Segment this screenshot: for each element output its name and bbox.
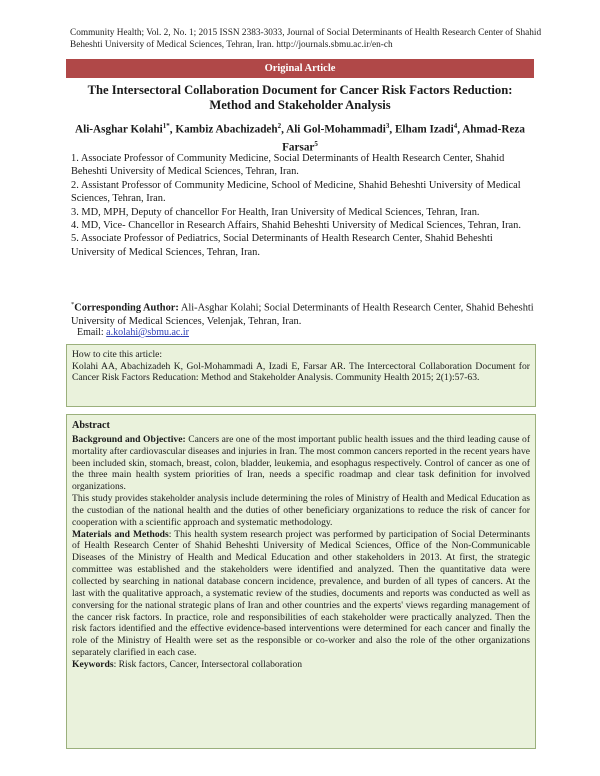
- affiliation-list: [71, 152, 535, 259]
- author-separator: ,: [169, 123, 176, 136]
- affiliation-item: 2. Assistant Professor of Community Medicine, School of Medicine, Shahid Beheshti University of Medical Sciences, Tehran, Iran.: [71, 179, 521, 205]
- affiliation-item: 1. Associate Professor of Community Medicine, Social Determinants of Health Research Center, Shahid Beheshti University of Medical Sciences, Tehran, Iran.: [71, 153, 505, 178]
- email-line: [77, 327, 189, 339]
- abstract-box: [66, 414, 536, 749]
- article-type-banner: Original Article: [66, 59, 534, 78]
- background-text: Cancers are one of the most important public health issues and the third leading cause of mortality after cardiovascular diseases and injuries in Iran. The most common cancers reported in the recent years have been included skin, stomach, breast, colon, bladder, leukemia, and esophagus respectively. Control of cancer as one of the three main health system priorities of Iran, needs a specific roadmap and clear task definition for involved organizations.: [72, 433, 531, 493]
- abstract-keywords: [72, 659, 530, 671]
- abstract-methods: [72, 529, 530, 659]
- corresponding-author: [71, 298, 535, 328]
- email-label: Email:: [77, 327, 107, 338]
- corresponding-mark: *: [71, 301, 75, 308]
- citation-heading: How to cite this article:: [72, 349, 163, 360]
- author-affiliation-mark: 2: [277, 122, 282, 130]
- methods-text: : This health system research project was performed by participation of Social Determinants of Health Research Center of Shahid Beheshti University of Medical Sciences, Office of the Non-Communicable Diseases of the Ministry of Health and Medical Education and other stakeholders in 2013. At first, the strategic committee was established and the stakeholders were identified and analyzed. Then the quantitative data were collected by searching in national database concern incidence, prevalence, and burden of all types of cancers. At the last with the qualitative approach, a systematic review of the studies, documents and reports was conducted as well as conversing for the national strategic plans of Iran and other countries and the experts' views regarding management of the cancer risk factors. In practice, role and responsibilities of each stakeholder were practically analyzed. Then the risk factors identified and the effective evidence-based interventions were determined for each cancer and finally the role of the Ministry of Health were set as the responsible or co-worker and also the role of the other organizations separately clarified in each case.: [72, 528, 530, 659]
- keywords-text: : Risk factors, Cancer, Intersectoral collaboration: [113, 658, 303, 670]
- corresponding-label: Corresponding Author:: [74, 302, 179, 314]
- author-name: Ali Gol-Mohammadi: [286, 123, 386, 136]
- email-link[interactable]: a.kolahi@sbmu.ac.ir: [106, 327, 189, 338]
- author-separator: ,: [281, 123, 287, 136]
- author-affiliation-mark: 1*: [162, 122, 170, 130]
- journal-header: Community Health; Vol. 2, No. 1; 2015 ISSN 2383-3033, Journal of Social Determinants of Health Research Center of Shahid Beheshti University of Medical Sciences, Tehran, Iran. http://journals.sbmu.ac.ir/en-ch: [70, 28, 542, 50]
- author-affiliation-mark: 4: [453, 122, 458, 130]
- affiliation-item: 4. MD, Vice- Chancellor in Research Affairs, Shahid Beheshti University of Medical Sciences, Tehran, Iran.: [71, 220, 521, 232]
- methods-label: Materials and Methods: [72, 528, 169, 540]
- abstract-background: [72, 434, 530, 493]
- abstract-background-2: This study provides stakeholder analysis include determining the roles of Ministry of Health and Medical Education as the custodian of the national health and the duties of other beneficiary organizations to reduce the risk of cancer for cooperation with a scientific approach and systematic methodology.: [72, 493, 530, 528]
- citation-text: Kolahi AA, Abachizadeh K, Gol-Mohammadi A, Izadi E, Farsar AR. The Intercectoral Collaboration Document for Cancer Risk Factors Reducation: Method and Stakeholder Analysis. Community Health 2015; 2(1):57-63.: [72, 360, 530, 384]
- author-name: Ahmad-Reza Farsar: [282, 123, 525, 154]
- author-separator: ,: [457, 123, 463, 136]
- article-title: The Intersectoral Collaboration Document for Cancer Risk Factors Reduction: Method and Stakeholder Analysis: [87, 83, 513, 112]
- citation-box: [66, 344, 536, 407]
- corresponding-text: Ali-Asghar Kolahi; Social Determinants of Health Research Center, Shahid Beheshti University of Medical Sciences, Velenjak, Tehran, Iran.: [71, 302, 534, 327]
- author-affiliation-mark: 3: [385, 122, 390, 130]
- keywords-label: Keywords: [72, 658, 114, 670]
- affiliation-item: 5. Associate Professor of Pediatrics, Social Determinants of Health Research Center, Shahid Beheshti University of Medical Sciences, Tehran, Iran.: [71, 233, 493, 258]
- author-name: Kambiz Abachizadeh: [175, 123, 278, 136]
- author-list: [66, 119, 534, 154]
- author-name: Ali-Asghar Kolahi: [75, 123, 163, 136]
- affiliation-item: 3. MD, MPH, Deputy of chancellor For Health, Iran University of Medical Sciences, Tehran, Iran.: [71, 206, 480, 218]
- author-separator: ,: [389, 123, 395, 136]
- background-label: Background and Objective:: [72, 433, 186, 445]
- author-name: Elham Izadi: [394, 123, 454, 136]
- author-affiliation-mark: 5: [314, 139, 318, 148]
- abstract-heading: Abstract: [72, 420, 110, 431]
